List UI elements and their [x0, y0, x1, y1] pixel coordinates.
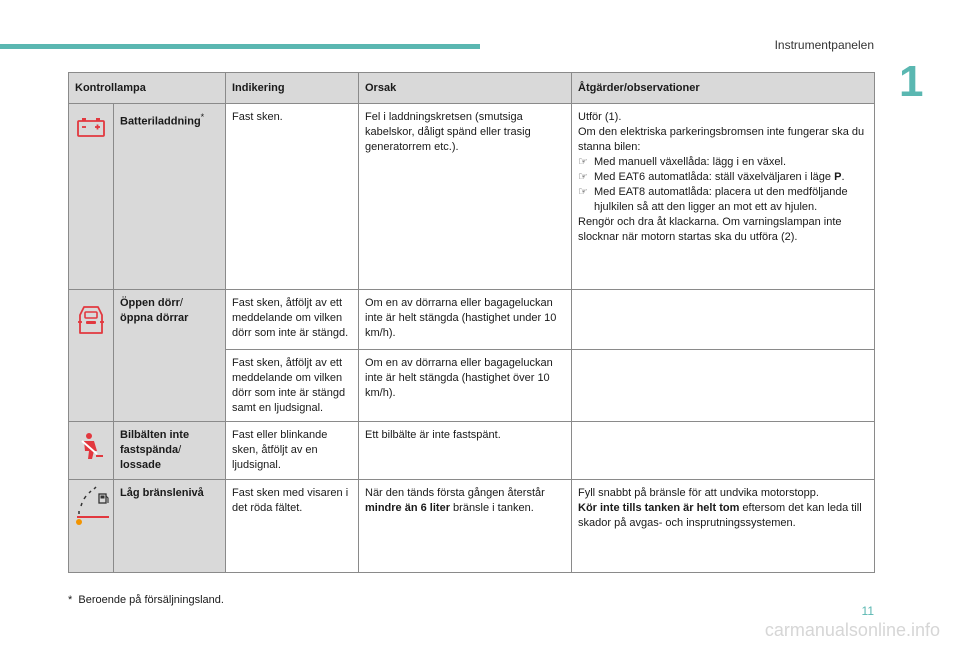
table-row	[69, 104, 875, 290]
action-line: Utför (1).	[578, 111, 622, 123]
lamp-name: Bilbälten inte fastspända/ lossade	[114, 422, 226, 480]
action-cell	[572, 104, 875, 290]
table-row	[69, 290, 875, 350]
section-title: Instrumentpanelen	[774, 38, 874, 52]
action-bullet: ☞ Med EAT8 automatlåda: placera ut den medföljande hjulkilen så att den ligger an mot ett av hjulen.	[578, 185, 868, 215]
fuel-gauge-icon	[69, 480, 114, 573]
action-line: Rengör och dra åt klackarna. Om varningslampan inte slocknar när motorn startas ska du utföra (2).	[578, 216, 842, 243]
watermark: carmanualsonline.info	[764, 620, 940, 640]
header-accent-bar	[0, 44, 480, 49]
indication-cell: Fast sken, åtföljt av ett meddelande om vilken dörr som inte är stängd samt en ljudsignal.	[226, 350, 359, 422]
indication-cell: Fast sken med visaren i det röda fältet.	[226, 480, 359, 573]
table-row	[69, 422, 875, 480]
action-cell	[572, 290, 875, 350]
cause-cell: Om en av dörrarna eller bagageluckan inte är helt stängda (hastighet under 10 km/h).	[359, 290, 572, 350]
action-bullet: ☞ Med EAT6 automatlåda: ställ växelväljaren i läge P.	[578, 170, 868, 185]
table-header-row	[69, 73, 875, 104]
action-line: Om den elektriska parkeringsbromsen inte fungerar ska du stanna bilen:	[578, 126, 865, 153]
action-bullet: ☞ Med manuell växellåda: lägg i en växel.	[578, 155, 868, 170]
lamp-name: Batteriladdning*	[114, 104, 226, 290]
indication-cell: Fast eller blinkande sken, åtföljt av en ljudsignal.	[226, 422, 359, 480]
lamp-name: Öppen dörr/ öppna dörrar	[114, 290, 226, 422]
column-header: Indikering	[226, 73, 359, 104]
cause-cell: När den tänds första gången återstår mindre än 6 liter bränsle i tanken.	[359, 480, 572, 573]
footnote: * Beroende på försäljningsland.	[68, 594, 224, 606]
action-cell: Fyll snabbt på bränsle för att undvika motorstopp. Kör inte tills tanken är helt tom eftersom det kan leda till skador på avgas- och insprutningssystemen.	[572, 480, 875, 573]
column-header: Kontrollampa	[69, 73, 226, 104]
page-number: 11	[861, 604, 874, 618]
cause-cell: Fel i laddningskretsen (smutsiga kabelskor, dåligt spänd eller trasig generatorrem etc.).	[359, 104, 572, 290]
column-header: Åtgärder/observationer	[572, 73, 875, 104]
battery-warning-icon	[69, 104, 114, 290]
action-cell	[572, 422, 875, 480]
seatbelt-icon	[69, 422, 114, 480]
indication-cell: Fast sken, åtföljt av ett meddelande om vilken dörr som inte är stängd.	[226, 290, 359, 350]
cause-cell: Om en av dörrarna eller bagageluckan inte är helt stängda (hastighet över 10 km/h).	[359, 350, 572, 422]
lamp-name: Låg bränslenivå	[114, 480, 226, 573]
table-row	[69, 480, 875, 573]
open-door-icon	[69, 290, 114, 422]
indication-cell: Fast sken.	[226, 104, 359, 290]
column-header: Orsak	[359, 73, 572, 104]
cause-cell: Ett bilbälte är inte fastspänt.	[359, 422, 572, 480]
action-cell	[572, 350, 875, 422]
chapter-number: 1	[899, 57, 924, 106]
warning-lamp-table	[68, 72, 875, 573]
